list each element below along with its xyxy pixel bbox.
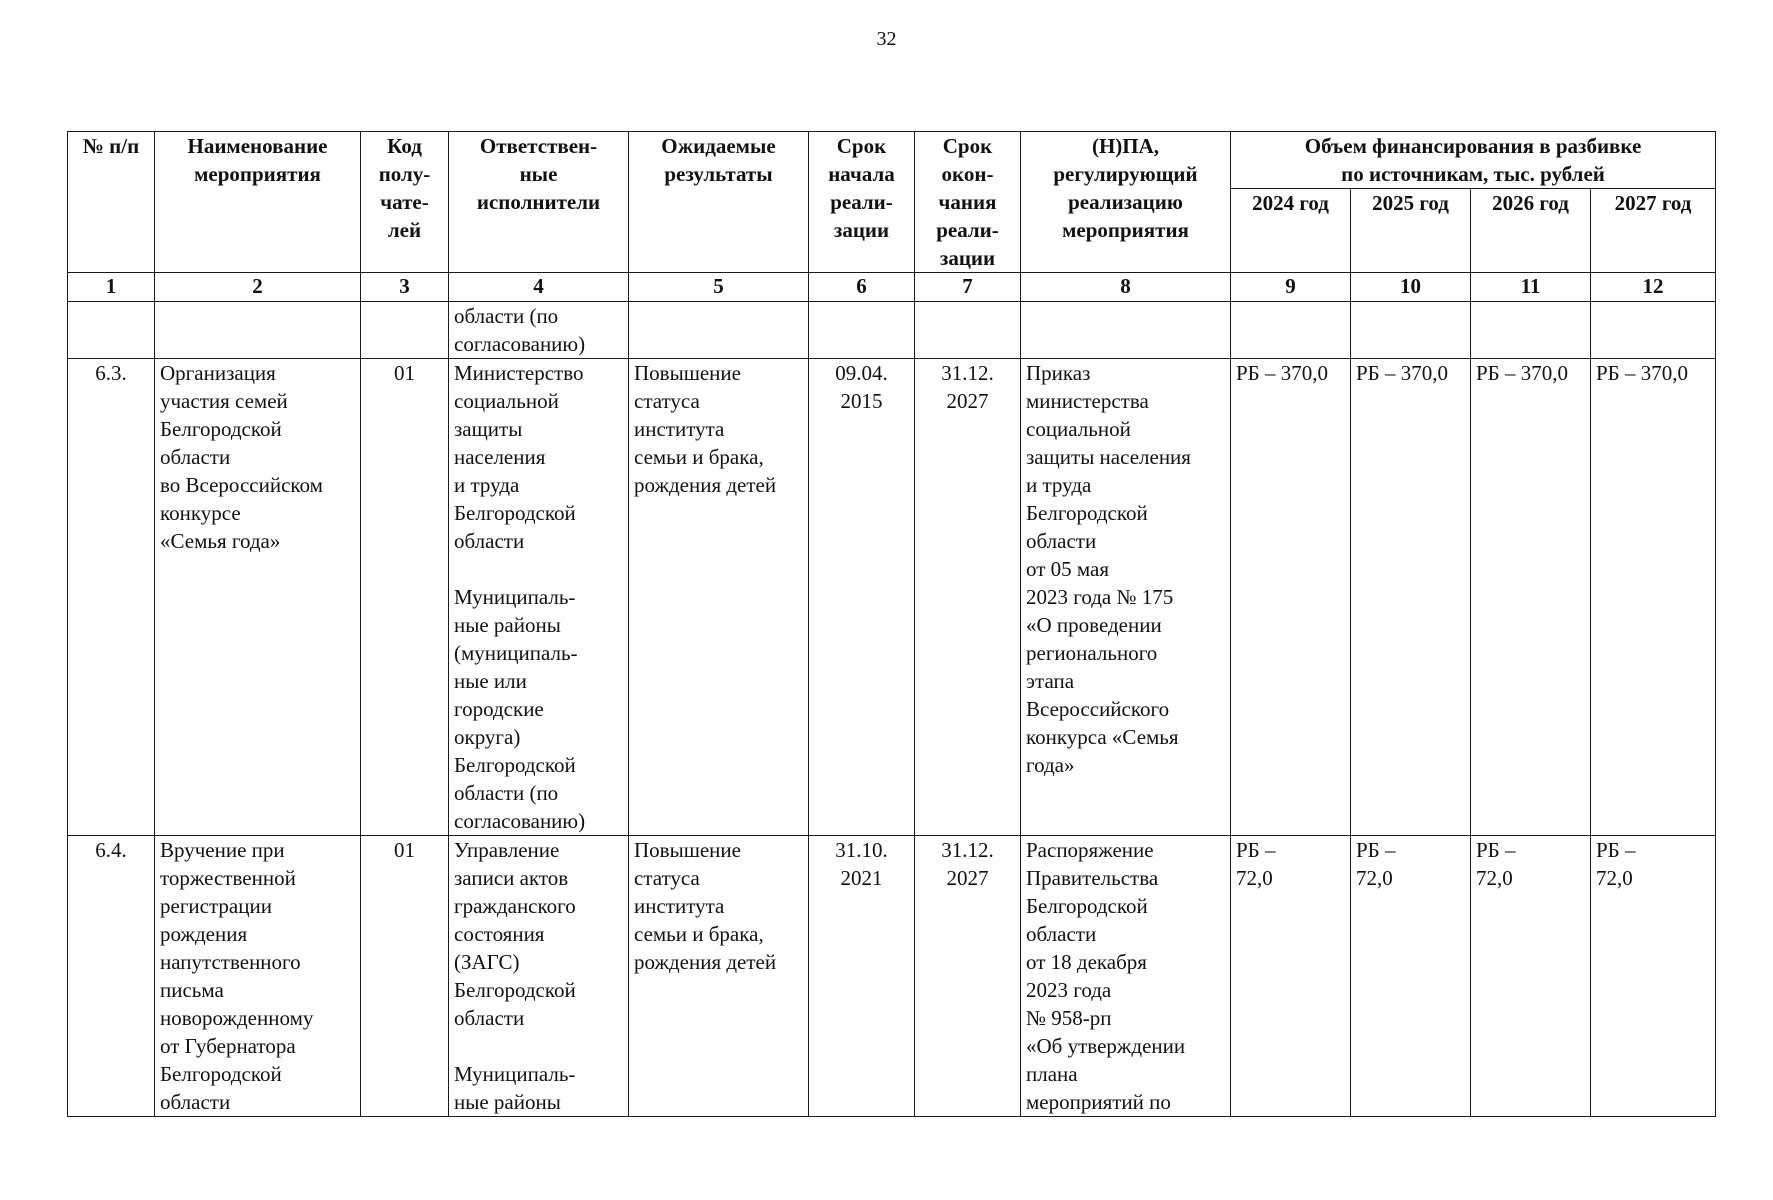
table-row [68, 359, 1716, 836]
header-end: Срок окон- чания реали- зации [915, 132, 1021, 273]
header-row-main [68, 132, 1716, 189]
column-number: 2 [155, 273, 361, 302]
executors-cell: Управление записи актов гражданского состояния (ЗАГС) Белгородской области Муниципаль- ные районы [449, 836, 629, 1117]
column-number: 12 [1591, 273, 1716, 302]
funding-2026-cell: РБ – 370,0 [1471, 359, 1591, 836]
table-cell [809, 302, 915, 359]
column-number: 11 [1471, 273, 1591, 302]
header-year-2026: 2026 год [1471, 189, 1591, 273]
header-executors: Ответствен- ные исполнители [449, 132, 629, 273]
column-number: 8 [1021, 273, 1231, 302]
row-number-cell: 6.4. [68, 836, 155, 1117]
column-number: 5 [629, 273, 809, 302]
activity-name-cell: Вручение при торжественной регистрации рождения напутственного письма новорожденному от Губернатора Белгородской области [155, 836, 361, 1117]
funding-2026-cell: РБ – 72,0 [1471, 836, 1591, 1117]
activity-name-cell: Организация участия семей Белгородской области во Всероссийском конкурсе «Семья года» [155, 359, 361, 836]
funding-2025-cell: РБ – 72,0 [1351, 836, 1471, 1117]
recipient-code-cell: 01 [361, 359, 449, 836]
funding-2025-cell: РБ – 370,0 [1351, 359, 1471, 836]
end-date-cell: 31.12. 2027 [915, 359, 1021, 836]
header-funding: Объем финансирования в разбивке по источникам, тыс. рублей [1231, 132, 1716, 189]
table-row [68, 836, 1716, 1117]
table-cell [68, 302, 155, 359]
table-cell [1351, 302, 1471, 359]
table-cell [915, 302, 1021, 359]
continuation-row [68, 302, 1716, 359]
column-number: 7 [915, 273, 1021, 302]
header-start: Срок начала реали- зации [809, 132, 915, 273]
funding-2027-cell: РБ – 72,0 [1591, 836, 1716, 1117]
column-number: 1 [68, 273, 155, 302]
executors-cell: области (по согласованию) [449, 302, 629, 359]
column-number: 6 [809, 273, 915, 302]
header-year-2024: 2024 год [1231, 189, 1351, 273]
column-number: 3 [361, 273, 449, 302]
table-cell [1231, 302, 1351, 359]
header-results: Ожидаемые результаты [629, 132, 809, 273]
column-number-row [68, 273, 1716, 302]
funding-2027-cell: РБ – 370,0 [1591, 359, 1716, 836]
column-number: 4 [449, 273, 629, 302]
table-cell [1471, 302, 1591, 359]
header-year-2027: 2027 год [1591, 189, 1716, 273]
funding-2024-cell: РБ – 72,0 [1231, 836, 1351, 1117]
recipient-code-cell: 01 [361, 836, 449, 1117]
results-cell: Повышение статуса института семьи и брака, рождения детей [629, 836, 809, 1117]
program-activities-table [67, 131, 1716, 1117]
column-number: 10 [1351, 273, 1471, 302]
executors-cell: Министерство социальной защиты населения и труда Белгородской области Муниципаль- ные районы (муниципаль- ные или городские округа) Белгородской области (по согласованию) [449, 359, 629, 836]
header-year-2025: 2025 год [1351, 189, 1471, 273]
funding-2024-cell: РБ – 370,0 [1231, 359, 1351, 836]
end-date-cell: 31.12. 2027 [915, 836, 1021, 1117]
npa-cell: Распоряжение Правительства Белгородской области от 18 декабря 2023 года № 958-рп «Об утверждении плана мероприятий по [1021, 836, 1231, 1117]
header-npa: (Н)ПА, регулирующий реализацию мероприятия [1021, 132, 1231, 273]
start-date-cell: 31.10. 2021 [809, 836, 915, 1117]
column-number: 9 [1231, 273, 1351, 302]
table-cell [155, 302, 361, 359]
table-cell [361, 302, 449, 359]
table-cell [629, 302, 809, 359]
header-name: Наименование мероприятия [155, 132, 361, 273]
table-cell [1021, 302, 1231, 359]
page-number: 32 [876, 28, 897, 50]
header-num: № п/п [68, 132, 155, 273]
results-cell: Повышение статуса института семьи и брака, рождения детей [629, 359, 809, 836]
header-code: Код полу- чате- лей [361, 132, 449, 273]
npa-cell: Приказ министерства социальной защиты населения и труда Белгородской области от 05 мая 2023 года № 175 «О проведении регионального этапа Всероссийского конкурса «Семья года» [1021, 359, 1231, 836]
table-cell [1591, 302, 1716, 359]
start-date-cell: 09.04. 2015 [809, 359, 915, 836]
row-number-cell: 6.3. [68, 359, 155, 836]
